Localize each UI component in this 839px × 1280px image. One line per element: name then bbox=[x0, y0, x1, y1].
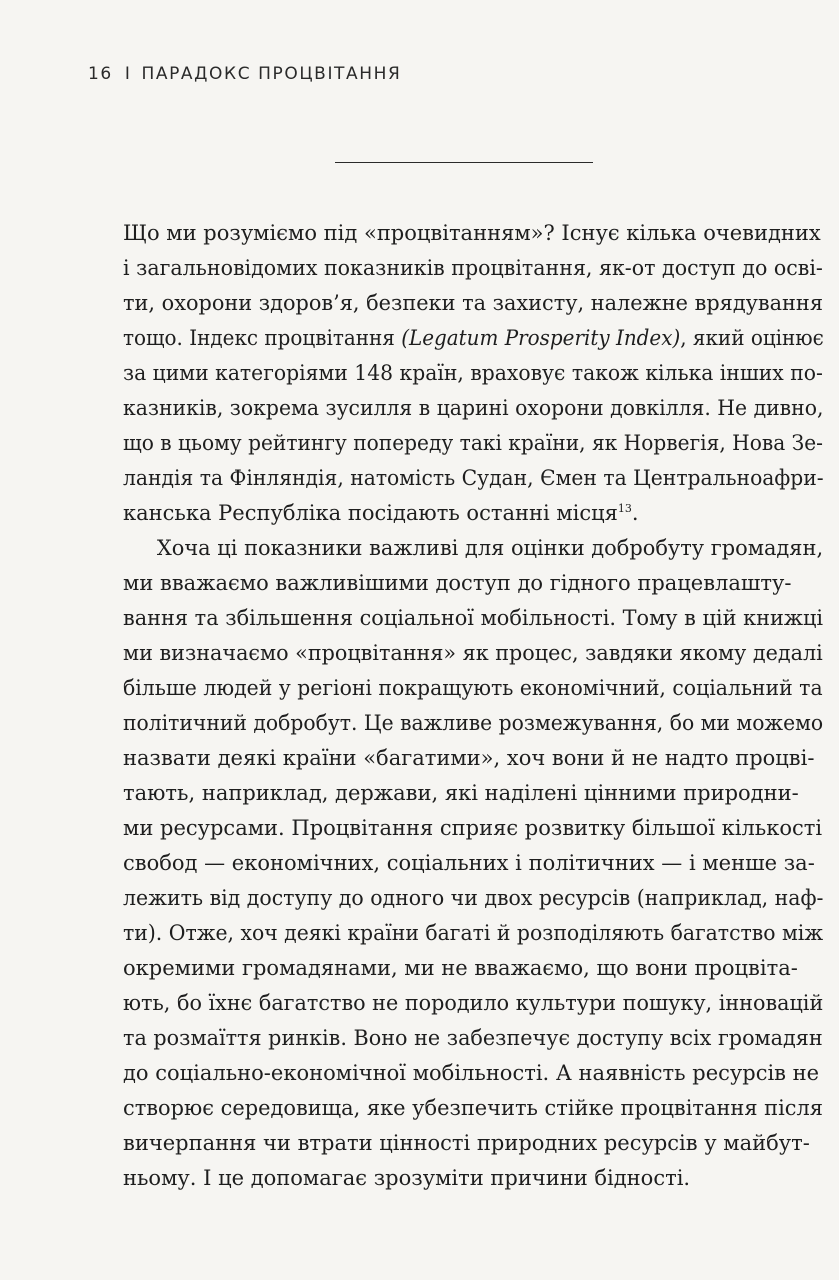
text-fragment: тощо. Індекс процвітання bbox=[123, 326, 402, 350]
page-number: 16 bbox=[88, 64, 113, 84]
index-name-italic: (Legatum Prosperity Index) bbox=[401, 326, 681, 350]
text-line: свобод — економічних, соціальних і політичних — і менше за- bbox=[123, 851, 815, 875]
text-line: більше людей у регіоні покращують економічний, соціальний та bbox=[123, 676, 823, 700]
text-line: ють, бо їхнє багатство не породило культури пошуку, інновацій bbox=[123, 991, 824, 1015]
header-separator: I bbox=[124, 64, 132, 84]
text-line: за цими категоріями 148 країн, враховує також кілька інших по- bbox=[123, 361, 823, 385]
running-header bbox=[88, 64, 401, 84]
text-line: ньому. І це допомагає зрозуміти причини бідності. bbox=[123, 1166, 691, 1190]
section-divider bbox=[335, 162, 593, 163]
text-line: ти). Отже, хоч деякі країни багаті й розподіляють багатство між bbox=[123, 921, 824, 945]
text-line: казників, зокрема зусилля в царині охорони довкілля. Не дивно, bbox=[123, 396, 824, 420]
text-line: вання та збільшення соціальної мобільності. Тому в цій книжці bbox=[123, 606, 824, 630]
text-line: створює середовища, яке убезпечить стійке процвітання після bbox=[123, 1096, 824, 1120]
book-title: ПАРАДОКС ПРОЦВІТАННЯ bbox=[141, 64, 402, 84]
text-line: назвати деякі країни «багатими», хоч вони й не надто процві- bbox=[123, 746, 815, 770]
text-line: Що ми розуміємо під «процвітанням»? Існує кілька очевидних bbox=[123, 221, 821, 245]
text-line: окремими громадянами, ми не вважаємо, що вони процвіта- bbox=[123, 956, 798, 980]
text-fragment: . bbox=[631, 501, 639, 525]
text-line: вичерпання чи втрати цінності природних ресурсів у майбут- bbox=[123, 1131, 810, 1155]
text-line bbox=[123, 496, 823, 531]
text-fragment: канська Республіка посідають останні місця bbox=[123, 501, 618, 525]
text-line: тають, наприклад, держави, які наділені цінними природни- bbox=[123, 781, 799, 805]
text-line: ми вважаємо важливішими доступ до гідного працевлашту- bbox=[123, 571, 792, 595]
text-line: ми ресурсами. Процвітання сприяє розвитку більшої кількості bbox=[123, 816, 823, 840]
text-line: ми визначаємо «процвітання» як процес, завдяки якому дедалі bbox=[123, 641, 823, 665]
text-line: ти, охорони здоров’я, безпеки та захисту, належне врядування bbox=[123, 291, 823, 315]
text-line: політичний добробут. Це важливе розмежування, бо ми можемо bbox=[123, 711, 824, 735]
text-line: до соціально-економічної мобільності. А наявність ресурсів не bbox=[123, 1061, 820, 1085]
footnote-marker: 13 bbox=[617, 502, 632, 515]
body-text bbox=[123, 216, 823, 1196]
text-line bbox=[123, 321, 824, 356]
text-line: ландія та Фінляндія, натомість Судан, Ємен та Центральноафри- bbox=[123, 466, 824, 490]
paragraph-2 bbox=[123, 531, 823, 1196]
text-fragment: , який оцінює bbox=[680, 326, 824, 350]
paragraph-1 bbox=[123, 216, 823, 531]
text-line: Хоча ці показники важливі для оцінки добробуту громадян, bbox=[156, 536, 824, 560]
text-line: та розмаїття ринків. Воно не забезпечує доступу всіх громадян bbox=[123, 1026, 823, 1050]
text-line: що в цьому рейтингу попереду такі країни, як Норвегія, Нова Зе- bbox=[123, 431, 823, 455]
text-line: і загальновідомих показників процвітання, як-от доступ до осві- bbox=[123, 256, 823, 280]
text-line: лежить від доступу до одного чи двох ресурсів (наприклад, наф- bbox=[123, 886, 824, 910]
